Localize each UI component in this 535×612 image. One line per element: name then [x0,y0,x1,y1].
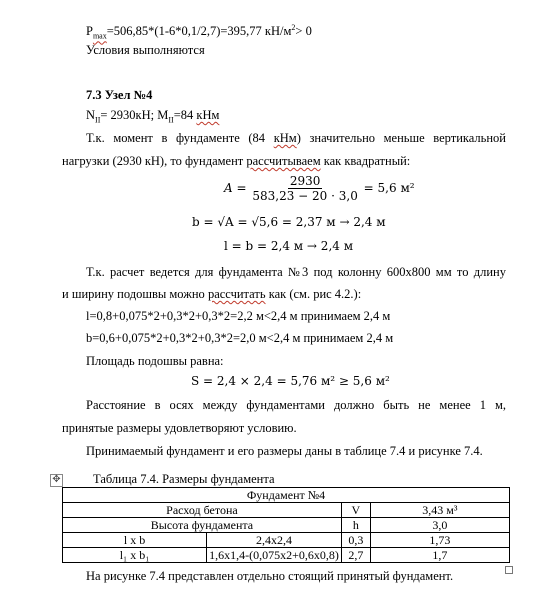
b-calc-line: b=0,6+0,075*2+0,3*2+0,3*2=2,0 м<2,4 м принимаем 2,4 м [86,331,394,345]
table-cell: h [341,518,370,533]
paragraph-distance-line1: Расстояние в осях между фундаментами должно быть не менее 1 м, [86,398,506,412]
table-row [63,533,510,548]
table-cell: 1,73 [370,533,509,548]
table-row [63,488,510,503]
table-caption: Таблица 7.4. Размеры фундамента [93,472,275,486]
paragraph-calc-line1: Т.к. расчет ведется для фундамента №3 под колонну 600х800 мм то длину [86,265,506,279]
table-cell: 2,4x2,4 [207,533,342,548]
table-cell: 1,6x1,4-(0,075x2+0,6x0,8) [207,548,342,563]
fraction: $\frac{2930}{583,23 - 20 \cdot 3,0}$ [252,173,358,203]
area-label: Площадь подошвы равна: [86,354,224,368]
table-cell: Расход бетона [63,503,342,518]
table-cell: l x b [63,533,207,548]
table-cell: 0,3 [341,533,370,548]
formula-l: l = b = 2,4 м → 2,4 м [224,239,354,253]
move-anchor-icon[interactable]: ✥ [50,474,63,487]
paragraph-accepted: Принимаемый фундамент и его размеры даны в таблице 7.4 и рисунке 7.4. [86,444,483,458]
table-row [63,548,510,563]
table-cell: 3,43 м³ [370,503,509,518]
pressure-line: $P_{max}=506,85*(1-6*0,1/2,7)=395,77$ $кН/м^2> 0$ [86,23,312,41]
table-row [63,518,510,533]
table-resize-handle[interactable] [505,566,513,574]
table-cell: 3,0 [370,518,509,533]
table-cell: V [341,503,370,518]
after-table-text: На рисунке 7.4 представлен отдельно стоящий принятый фундамент. [86,569,454,583]
table-cell: 2,7 [341,548,370,563]
paragraph-moment-line1: Т.к. момент в фундаменте (84 кНм) значительно меньше вертикальной [86,131,506,145]
table-title-cell: Фундамент №4 [63,488,510,503]
table-cell: Высота фундамента [63,518,342,533]
formula-s: S = 2,4 × 2,4 = 5,76 м² ≥ 5,6 м² [191,374,390,388]
table-cell: 1,7 [370,548,509,563]
paragraph-moment-line2: нагрузки (2930 кН), то фундамент рассчитываем как квадратный: [62,154,411,168]
table-row [63,503,510,518]
l-calc-line: l=0,8+0,075*2+0,3*2+0,3*2=2,2 м<2,4 м принимаем 2,4 м [86,309,391,323]
conditions-text: Условия выполняются [86,43,205,57]
paragraph-calc-line2: и ширину подошвы можно рассчитать как (см. рис 4.2.): [62,287,362,301]
formula-b: b = √A = √5,6 = 2,37 м → 2,4 м [192,215,386,229]
table-cell: l₁ x b₁ [63,548,207,563]
formula-area: A = $\frac{2930}{583,23 - 20 \cdot 3,0}$ = 5,6 м² [224,173,415,203]
loads-line: $N_{II}= 2930кН$; $M_{II}=84$ кНм [86,108,220,125]
foundation-table [62,487,510,563]
paragraph-distance-line2: принятые размеры удовлетворяют условию. [62,421,297,435]
section-heading: 7.3 Узел №4 [86,88,153,102]
